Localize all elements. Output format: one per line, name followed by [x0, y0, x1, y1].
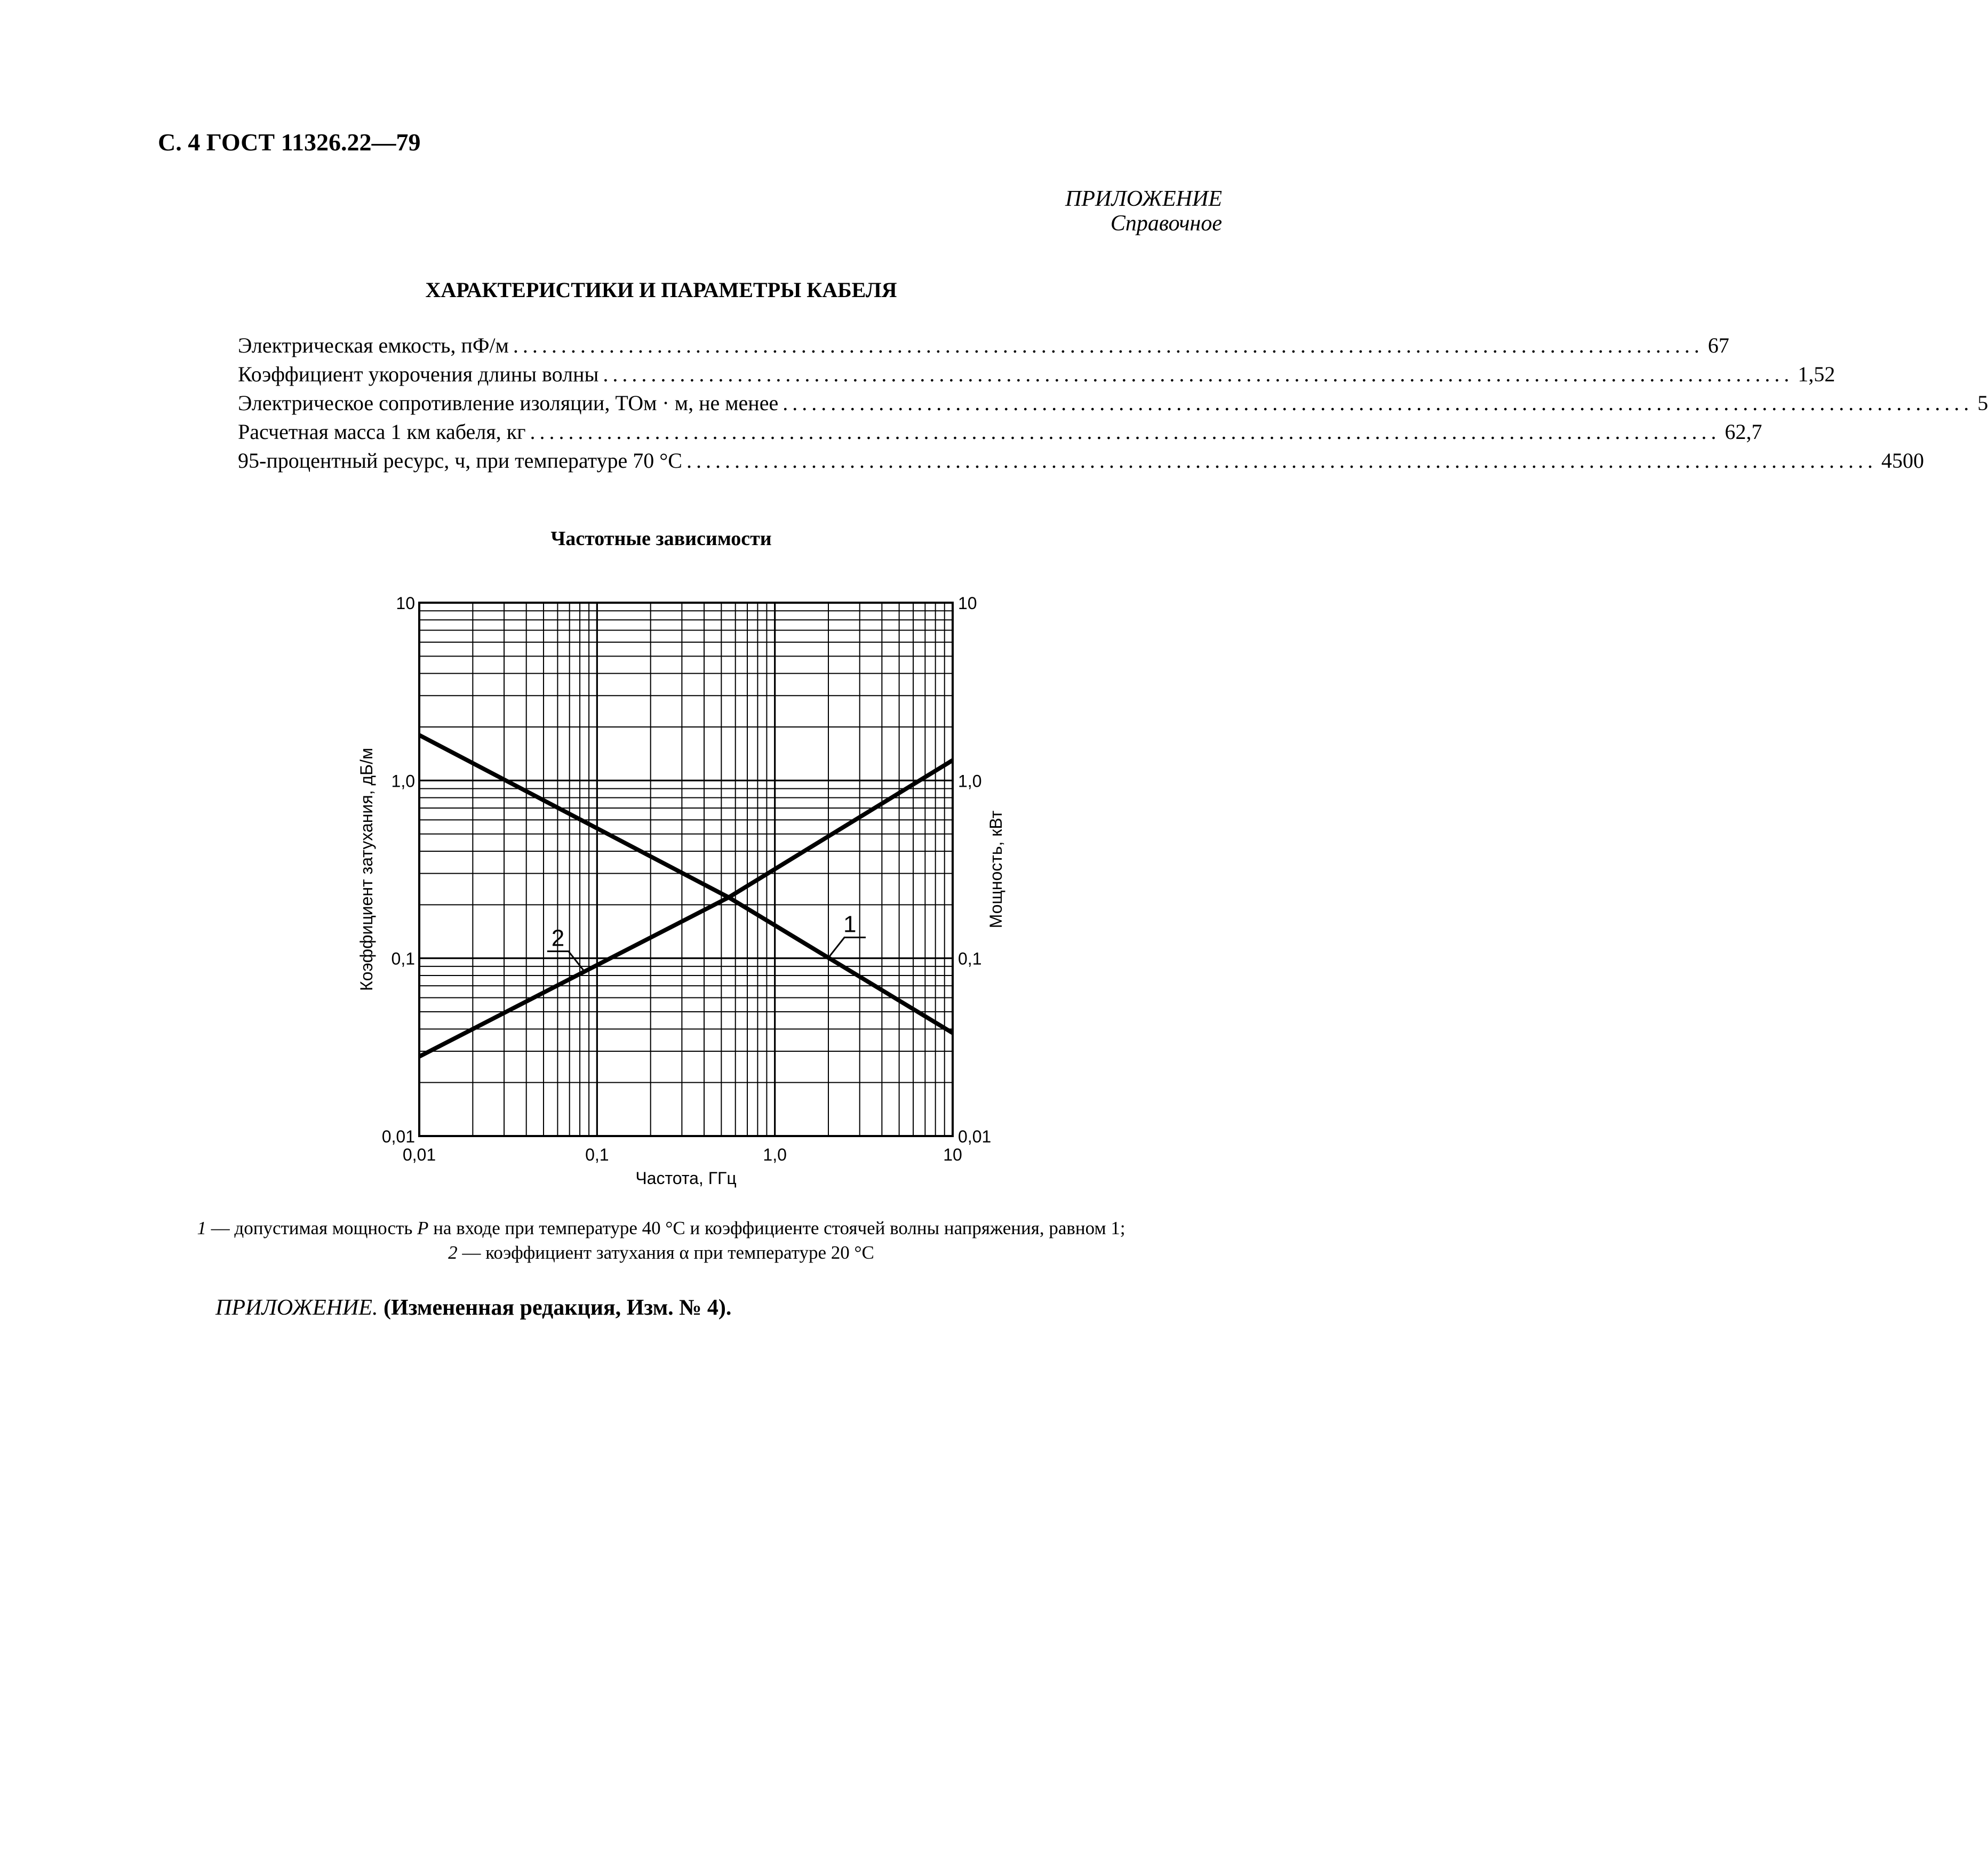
edit-note-italic: ПРИЛОЖЕНИЕ.	[215, 1296, 378, 1320]
parameter-label: Электрическое сопротивление изоляции, ТОм · м, не менее	[238, 391, 779, 415]
series-1-label: 1	[843, 911, 857, 938]
y-tick-label-left: 0,01	[381, 1127, 415, 1146]
x-axis-label: Частота, ГГц	[635, 1169, 737, 1188]
section-title: ХАРАКТЕРИСТИКИ И ПАРАМЕТРЫ КАБЕЛЯ	[425, 278, 897, 302]
y-tick-label-left: 0,1	[391, 949, 415, 969]
frequency-chart	[341, 587, 1045, 1205]
parameter-label: Электрическая емкость, пФ/м	[238, 333, 509, 357]
parameter-value: 1,52	[1798, 362, 1835, 386]
y-axis-label-right: Мощность, кВт	[986, 810, 1005, 929]
dot-leader: ............................................................................................................................	[603, 362, 1794, 386]
y-axis-label-left: Коэффициент затухания, дБ/м	[357, 748, 376, 991]
note-1-number: 1	[197, 1218, 206, 1238]
dot-leader: ............................................................................................................................	[783, 391, 1974, 415]
x-tick-label: 0,01	[402, 1145, 436, 1164]
note-1-text-b: на входе при температуре 40 °С и коэффициенте стоячей волны напряжения, равном 1;	[428, 1218, 1125, 1238]
x-tick-label: 10	[943, 1145, 962, 1164]
page-header: С. 4 ГОСТ 11326.22—79	[158, 129, 421, 156]
parameter-row	[238, 448, 1924, 477]
chart-grid	[419, 603, 953, 1136]
series-2-leader	[547, 952, 585, 972]
parameter-label: Коэффициент укорочения длины волны	[238, 362, 599, 386]
parameter-value: 5	[1977, 391, 1988, 415]
note-line-1	[0, 1216, 1322, 1241]
parameters-list	[238, 333, 1988, 477]
edit-note	[215, 1295, 731, 1321]
dot-leader: ............................................................................................................................	[513, 333, 1704, 357]
y-tick-label-left: 1,0	[391, 771, 415, 791]
parameter-row	[238, 362, 1835, 390]
series-2-label: 2	[551, 925, 565, 952]
dot-leader: ............................................................................................................................	[530, 420, 1721, 444]
appendix-title: ПРИЛОЖЕНИЕ	[1065, 187, 1222, 211]
note-2-number: 2	[448, 1242, 458, 1263]
parameter-value: 62,7	[1724, 420, 1762, 444]
y-tick-label-left: 10	[396, 594, 415, 613]
parameter-label: Расчетная масса 1 км кабеля, кг	[238, 420, 526, 444]
chart-series	[419, 735, 953, 1057]
y-tick-label-right: 1,0	[958, 771, 982, 791]
note-line-2	[0, 1241, 1322, 1265]
note-1-text-a: — допустимая мощность	[206, 1218, 418, 1238]
y-tick-label-right: 10	[958, 594, 977, 613]
parameter-value: 4500	[1881, 449, 1924, 473]
appendix-label	[1065, 187, 1222, 236]
chart-title: Частотные зависимости	[550, 527, 772, 550]
y-tick-label-right: 0,1	[958, 949, 982, 969]
parameter-label: 95-процентный ресурс, ч, при температуре 70 °С	[238, 449, 682, 473]
note-1-variable: P	[417, 1218, 429, 1238]
note-2-text: — коэффициент затухания α при температуре 20 °С	[457, 1242, 874, 1263]
x-tick-label: 1,0	[763, 1145, 787, 1164]
plot-frame	[419, 603, 953, 1136]
edit-note-bold: (Измененная редакция, Изм. № 4).	[378, 1296, 732, 1320]
parameter-row	[238, 419, 1762, 448]
appendix-subtitle: Справочное	[1110, 211, 1222, 236]
dot-leader: ............................................................................................................................	[686, 449, 1877, 473]
parameter-row	[238, 390, 1988, 419]
x-tick-label: 0,1	[585, 1145, 609, 1164]
y-tick-label-right: 0,01	[958, 1127, 992, 1146]
parameter-row	[238, 333, 1729, 362]
figure-notes	[0, 1216, 1322, 1265]
parameter-value: 67	[1707, 333, 1729, 357]
